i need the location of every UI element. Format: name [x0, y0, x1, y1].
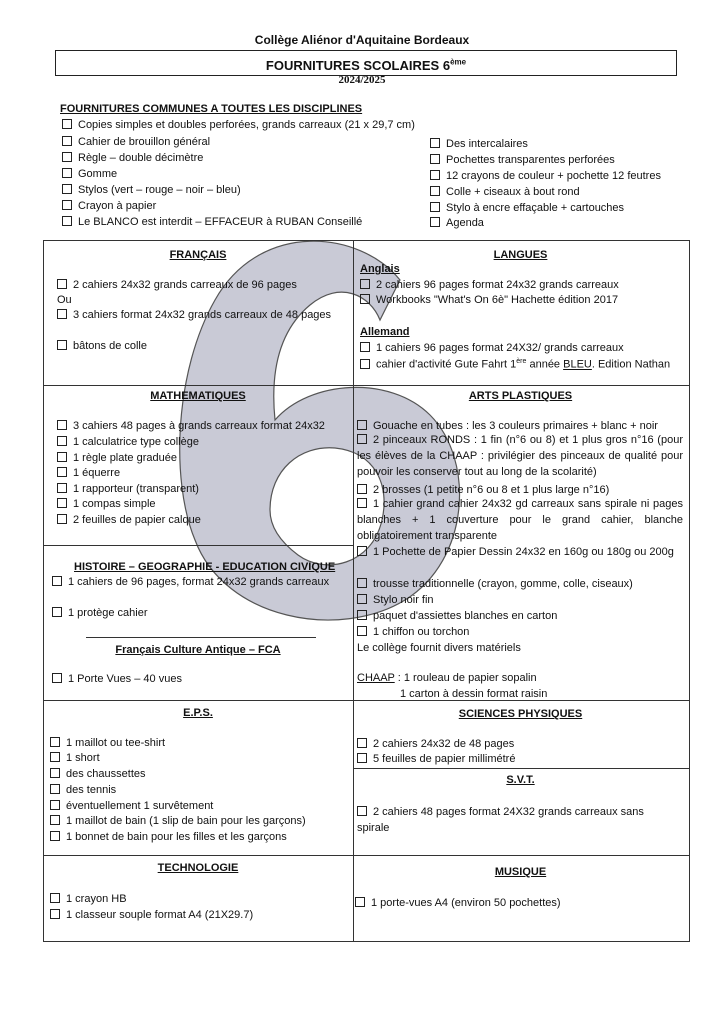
checkbox[interactable]	[57, 279, 67, 289]
checkbox[interactable]	[50, 752, 60, 762]
school-year: 2024/2025	[338, 74, 386, 86]
checkbox[interactable]	[50, 800, 60, 810]
checkbox[interactable]	[62, 200, 72, 210]
list-item: 1 short	[50, 752, 100, 764]
checkbox[interactable]	[57, 483, 67, 493]
list-item: trousse traditionnelle (crayon, gomme, colle, ciseaux)	[357, 578, 633, 590]
list-item: cahier d'activité Gute Fahrt 1ère année BLEU. Edition Nathan	[360, 358, 670, 371]
checkbox[interactable]	[430, 217, 440, 227]
list-item: 1 protège cahier	[52, 607, 148, 619]
checkbox[interactable]	[357, 594, 367, 604]
list-item: 1 chiffon ou torchon	[357, 626, 469, 638]
list-item: 2 cahiers 24x32 de 48 pages	[357, 738, 514, 750]
anglais-subheading: Anglais	[360, 263, 400, 275]
list-item: éventuellement 1 survêtement	[50, 800, 213, 812]
list-item: 1 compas simple	[57, 498, 156, 510]
list-item: 1 bonnet de bain pour les filles et les garçons	[50, 831, 287, 843]
school-name: Collège Aliénor d'Aquitaine Bordeaux	[254, 33, 470, 47]
checkbox[interactable]	[357, 420, 367, 430]
checkbox[interactable]	[357, 610, 367, 620]
list-item: 2 cahiers 96 pages format 24x32 grands carreaux	[360, 279, 619, 291]
checkbox[interactable]	[357, 498, 367, 508]
checkbox[interactable]	[430, 202, 440, 212]
checkbox[interactable]	[360, 294, 370, 304]
table-divider	[43, 385, 689, 386]
allemand-subheading: Allemand	[360, 326, 410, 338]
checkbox[interactable]	[52, 576, 62, 586]
checkbox[interactable]	[57, 309, 67, 319]
common-item: 12 crayons de couleur + pochette 12 feutres	[430, 170, 661, 182]
chaap-label: CHAAP	[357, 672, 395, 684]
list-item: 3 cahiers format 24x32 grands carreaux de 48 pages	[57, 309, 331, 321]
table-divider	[353, 768, 689, 769]
checkbox[interactable]	[360, 279, 370, 289]
histoire-heading: HISTOIRE – GEOGRAPHIE - EDUCATION CIVIQUE	[74, 561, 336, 573]
maths-heading: MATHEMATIQUES	[150, 390, 246, 402]
list-item: 1 Pochette de Papier Dessin 24x32 en 160g ou 180g ou 200g	[357, 545, 683, 561]
chaap-line-2: 1 carton à dessin format raisin	[400, 688, 548, 700]
list-item: 1 crayon HB	[50, 893, 127, 905]
checkbox[interactable]	[357, 806, 367, 816]
common-item: Pochettes transparentes perforées	[430, 154, 615, 166]
list-item: 2 feuilles de papier calque	[57, 514, 201, 526]
list-item: 1 cahier grand cahier 24x32 gd carreaux sans spirale ni pages blanches + 1 couverture pour le grand cahier, blanche obligatoirement transparente	[357, 498, 683, 542]
arts-note: Le collège fournit divers matériels	[357, 642, 521, 654]
table-divider	[43, 545, 354, 546]
checkbox[interactable]	[50, 815, 60, 825]
list-item: Stylo noir fin	[357, 594, 434, 606]
list-item: 2 pinceaux RONDS : 1 fin (n°6 ou 8) et 1 plus gros n°16 (pour les élèves de la CHAAP : privilégier des pinceaux de qualité pour pouvoir les conserver tout au long de la scolarité)	[357, 434, 683, 478]
checkbox[interactable]	[57, 340, 67, 350]
checkbox[interactable]	[355, 897, 365, 907]
list-item: des tennis	[50, 784, 116, 796]
checkbox[interactable]	[357, 484, 367, 494]
list-item: paquet d'assiettes blanches en carton	[357, 610, 557, 622]
table-divider	[86, 637, 316, 638]
checkbox[interactable]	[62, 152, 72, 162]
common-item: Gomme	[62, 168, 117, 180]
checkbox[interactable]	[357, 546, 367, 556]
checkbox[interactable]	[430, 138, 440, 148]
table-divider	[43, 700, 689, 701]
table-divider	[353, 240, 354, 942]
checkbox[interactable]	[357, 738, 367, 748]
list-item: Workbooks "What's On 6è" Hachette édition 2017	[360, 294, 618, 306]
checkbox[interactable]	[50, 737, 60, 747]
list-item: 1 calculatrice type collège	[57, 436, 199, 448]
checkbox[interactable]	[357, 578, 367, 588]
checkbox[interactable]	[62, 216, 72, 226]
checkbox[interactable]	[57, 436, 67, 446]
list-item: 1 porte-vues A4 (environ 50 pochettes)	[355, 897, 561, 909]
page-title: FOURNITURES SCOLAIRES 6ème	[265, 58, 467, 74]
checkbox[interactable]	[357, 626, 367, 636]
checkbox[interactable]	[50, 831, 60, 841]
checkbox[interactable]	[357, 753, 367, 763]
checkbox[interactable]	[57, 498, 67, 508]
svt-heading: S.V.T.	[506, 774, 535, 786]
list-item: 1 Porte Vues – 40 vues	[52, 673, 182, 685]
checkbox[interactable]	[57, 452, 67, 462]
or-text: Ou	[57, 294, 72, 306]
common-item: Stylos (vert – rouge – noir – bleu)	[62, 184, 241, 196]
checkbox[interactable]	[430, 154, 440, 164]
common-item: Règle – double décimètre	[62, 152, 203, 164]
musique-heading: MUSIQUE	[494, 866, 547, 878]
physique-heading: SCIENCES PHYSIQUES	[458, 708, 583, 720]
title-superscript: ème	[450, 58, 467, 67]
checkbox[interactable]	[360, 359, 370, 369]
list-item: 2 cahiers 48 pages format 24X32 grands carreaux sans spirale	[357, 806, 644, 834]
francais-heading: FRANÇAIS	[169, 249, 227, 261]
list-item: des chaussettes	[50, 768, 146, 780]
common-item: Cahier de brouillon général	[62, 136, 210, 148]
title-box	[55, 50, 677, 76]
list-item: 1 règle plate graduée	[57, 452, 177, 464]
common-item: Le BLANCO est interdit – EFFACEUR à RUBAN Conseillé	[62, 216, 362, 228]
common-item: Stylo à encre effaçable + cartouches	[430, 202, 624, 214]
list-item: 3 cahiers 48 pages à grands carreaux format 24x32	[57, 420, 325, 432]
list-item: 1 maillot de bain (1 slip de bain pour les garçons)	[50, 815, 306, 827]
checkbox[interactable]	[52, 673, 62, 683]
checkbox[interactable]	[57, 420, 67, 430]
checkbox[interactable]	[62, 168, 72, 178]
chaap-line: CHAAP : 1 rouleau de papier sopalin	[357, 672, 537, 684]
list-item: bâtons de colle	[57, 340, 147, 352]
common-item: Copies simples et doubles perforées, grands carreaux (21 x 29,7 cm)	[62, 119, 415, 131]
fca-heading: Français Culture Antique – FCA	[115, 644, 281, 656]
common-item: Des intercalaires	[430, 138, 528, 150]
list-item: Gouache en tubes : les 3 couleurs primaires + blanc + noir	[357, 420, 658, 432]
list-item: 1 rapporteur (transparent)	[57, 483, 199, 495]
checkbox[interactable]	[357, 434, 367, 444]
list-item: 2 cahiers 24x32 grands carreaux de 96 pages	[57, 279, 297, 291]
list-item: 1 maillot ou tee-shirt	[50, 737, 165, 749]
common-heading: FOURNITURES COMMUNES A TOUTES LES DISCIPLINES	[60, 103, 363, 115]
eps-heading: E.P.S.	[183, 707, 213, 719]
checkbox[interactable]	[50, 768, 60, 778]
checkbox[interactable]	[62, 136, 72, 146]
checkbox[interactable]	[430, 170, 440, 180]
list-item: 5 feuilles de papier millimétré	[357, 753, 515, 765]
checkbox[interactable]	[52, 607, 62, 617]
checkbox[interactable]	[50, 893, 60, 903]
checkbox[interactable]	[57, 514, 67, 524]
checkbox[interactable]	[62, 119, 72, 129]
techno-heading: TECHNOLOGIE	[157, 862, 239, 874]
langues-heading: LANGUES	[493, 249, 548, 261]
arts-heading: ARTS PLASTIQUES	[468, 390, 573, 402]
checkbox[interactable]	[360, 342, 370, 352]
checkbox[interactable]	[50, 909, 60, 919]
list-item: 2 brosses (1 petite n°6 ou 8 et 1 plus large n°16)	[357, 484, 609, 496]
checkbox[interactable]	[62, 184, 72, 194]
list-item: 1 cahiers de 96 pages, format 24x32 grands carreaux	[52, 576, 329, 588]
common-item: Agenda	[430, 217, 484, 229]
list-item: 1 classeur souple format A4 (21X29.7)	[50, 909, 253, 921]
checkbox[interactable]	[50, 784, 60, 794]
common-item: Crayon à papier	[62, 200, 156, 212]
checkbox[interactable]	[430, 186, 440, 196]
list-item: 1 cahiers 96 pages format 24X32/ grands carreaux	[360, 342, 624, 354]
common-item: Colle + ciseaux à bout rond	[430, 186, 580, 198]
table-divider	[43, 855, 689, 856]
checkbox[interactable]	[57, 467, 67, 477]
list-item: 1 équerre	[57, 467, 120, 479]
